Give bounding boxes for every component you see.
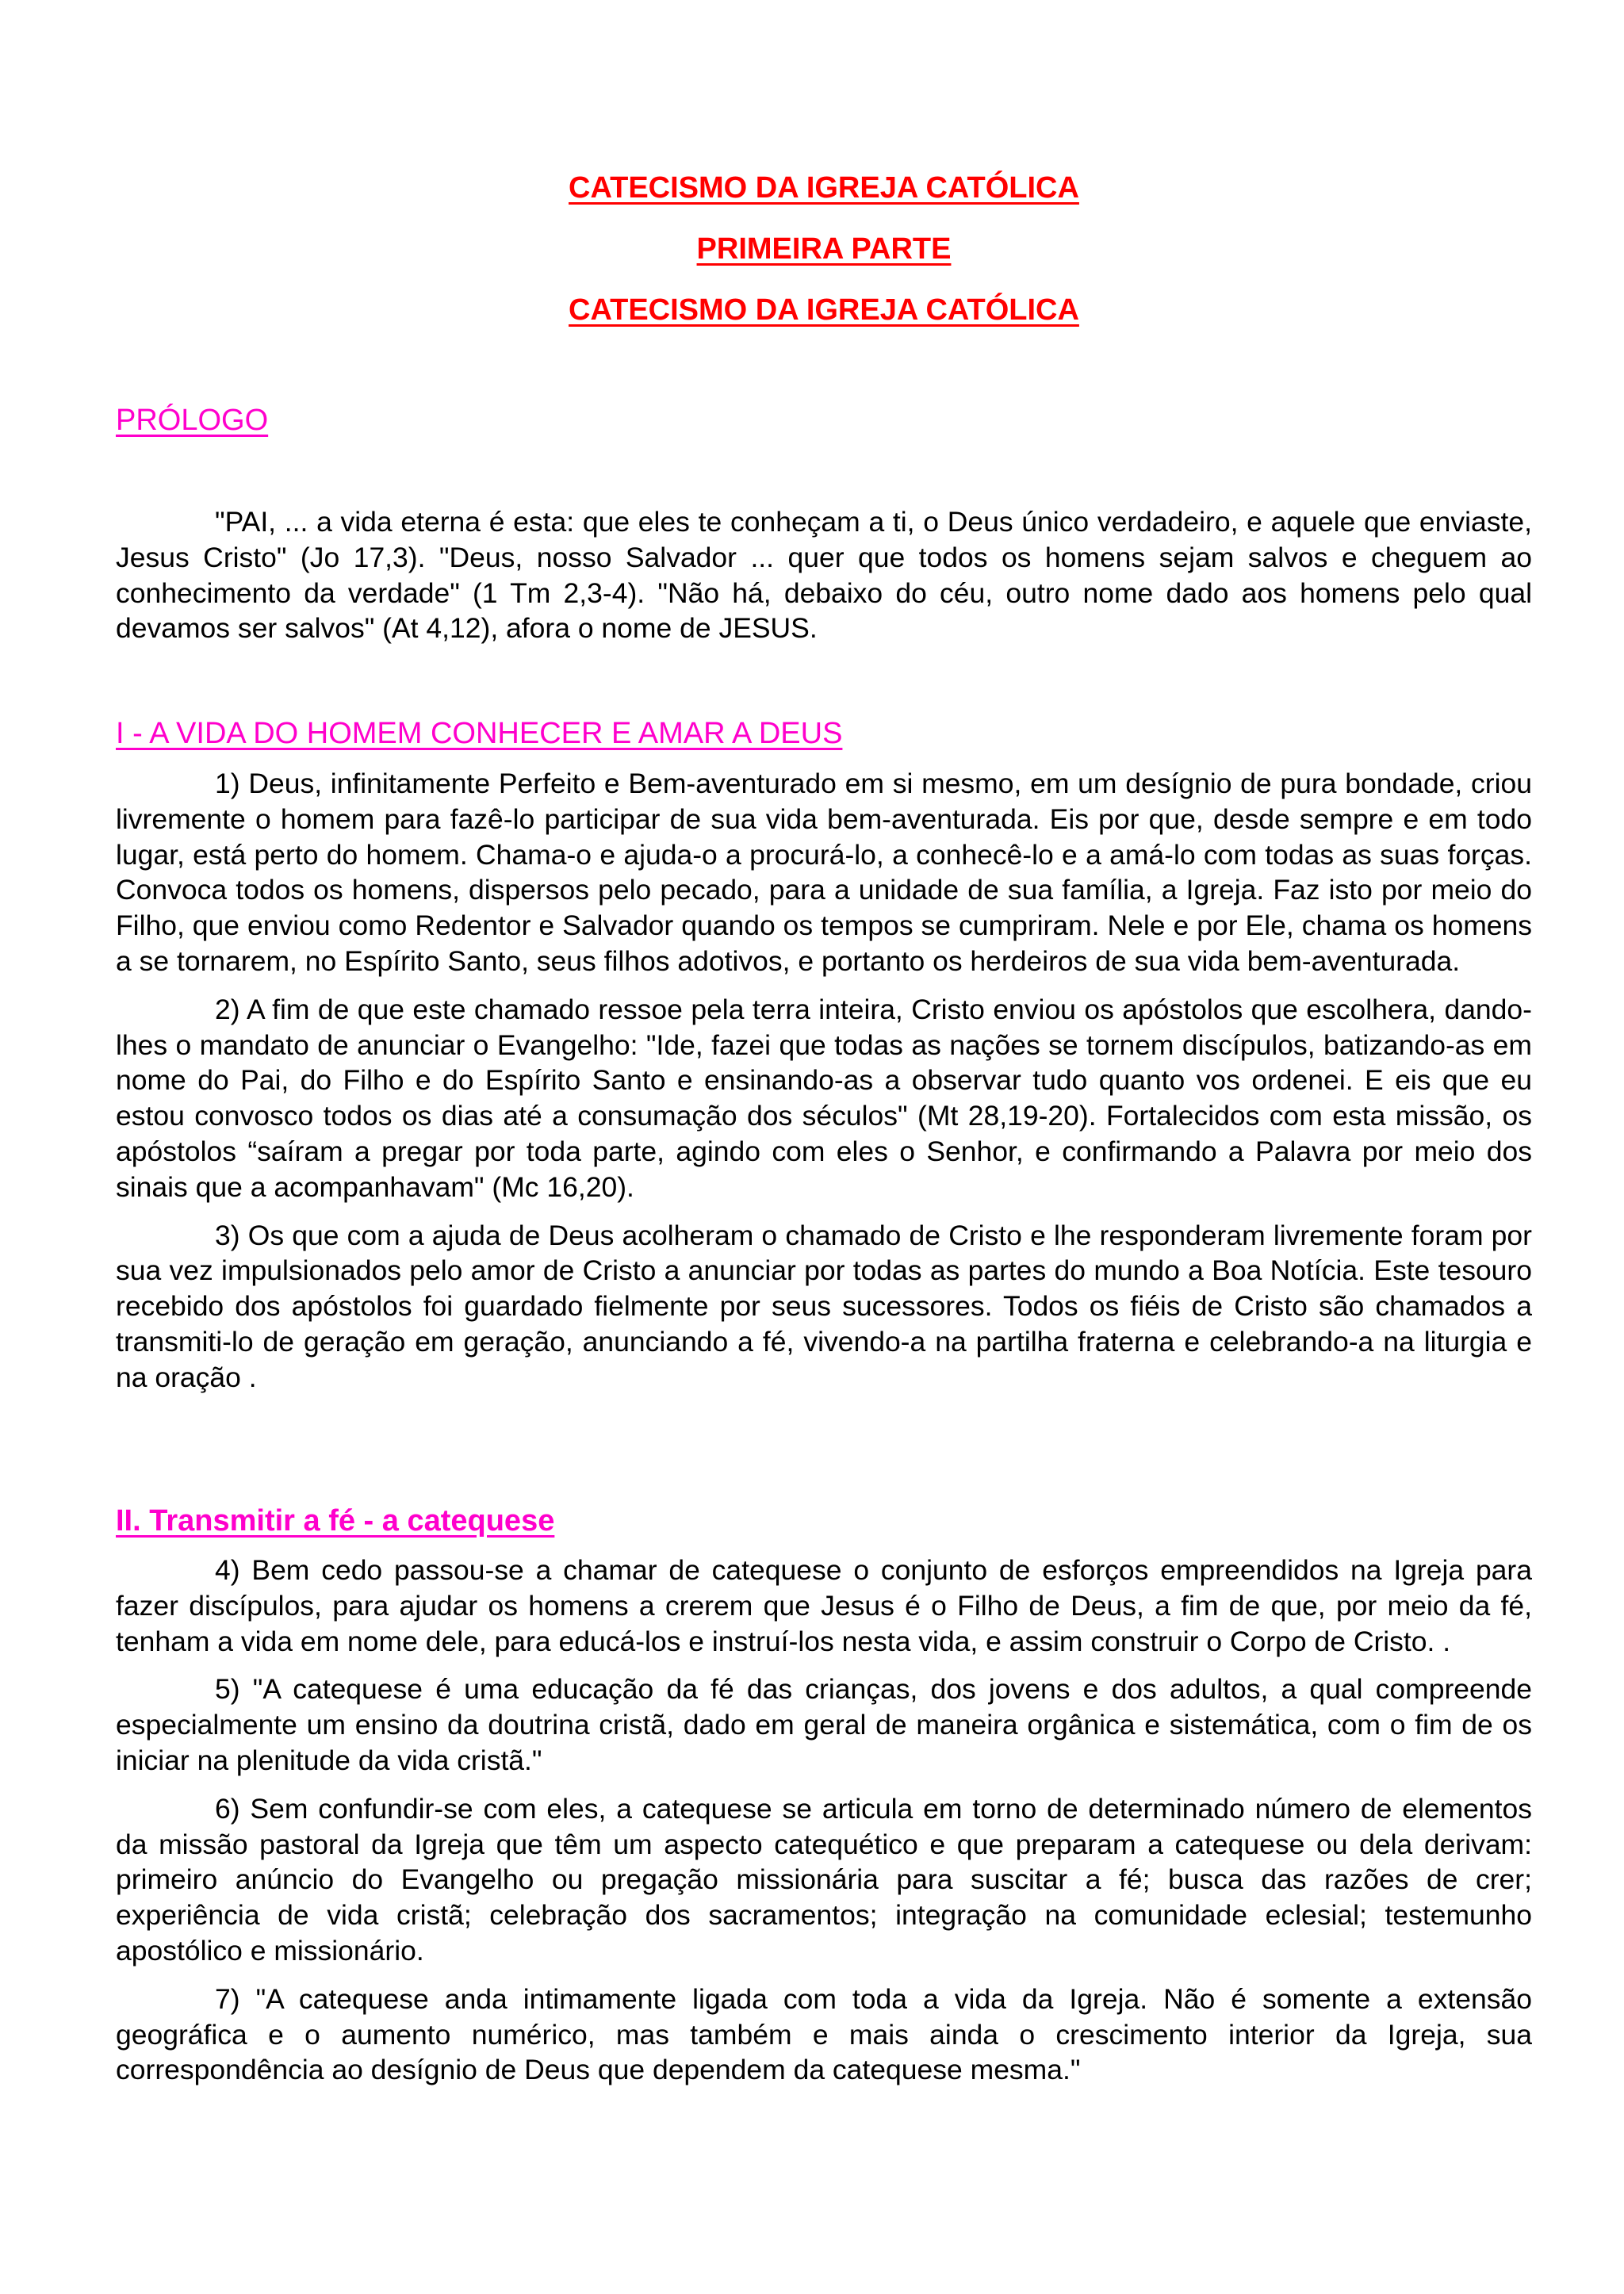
prologue-paragraph: "PAI, ... a vida eterna é esta: que eles te conheçam a ti, o Deus único verdadeiro, e aquele que enviaste, Jesus Cristo" (Jo 17,3). "Deus, nosso Salvador ... quer que todos os homens sejam salvos e cheguem ao conhecimento da verdade" (1 Tm 2,3-4). "Não há, debaixo do céu, outro nome dado aos homens pelo qual devamos ser salvos" (At 4,12), afora o nome de JESUS. (116, 506, 1532, 645)
section-2-text-block (116, 1553, 1532, 2101)
prologue-text-block (116, 504, 1532, 659)
prologue-heading: PRÓLOGO (116, 404, 269, 437)
paragraph-5: 5) "A catequese é uma educação da fé das crianças, dos jovens e dos adultos, a qual compreende especialmente um ensino da doutrina cristã, dado em geral de maneira orgânica e sistemática, com o fim de os iniciar na plenitude da vida cristã." (116, 1673, 1532, 1776)
section-2-heading: II. Transmitir a fé - a catequese (116, 1504, 555, 1538)
paragraph-2: 2) A fim de que este chamado ressoe pela terra inteira, Cristo enviou os apóstolos que escolhera, dando-lhes o mandato de anunciar o Evangelho: "Ide, fazei que todas as nações se tornem discípulos, batizando-as em nome do Pai, do Filho e do Espírito Santo e ensinando-as a observar tudo quanto vos ordenei. E eis que eu estou convosco todos os dias até a consumação dos séculos" (Mt 28,19-20). Fortalecidos com esta missão, os apóstolos “saíram a pregar por toda parte, agindo com eles o Senhor, e confirmando a Palavra por meio dos sinais que a acompanhavam" (Mc 16,20). (116, 993, 1532, 1203)
paragraph-3: 3) Os que com a ajuda de Deus acolheram o chamado de Cristo e lhe responderam livremente foram por sua vez impulsionados pelo amor de Cristo a anunciar por todas as partes do mundo a Boa Notícia. Este tesouro recebido dos apóstolos foi guardado fielmente por seus sucessores. Todos os fiéis de Cristo são chamados a transmiti-lo de geração em geração, anunciando a fé, vivendo-a na partilha fraterna e celebrando-a na liturgia e na oração . (116, 1219, 1532, 1393)
paragraph-6: 6) Sem confundir-se com eles, a catequese se articula em torno de determinado número de elementos da missão pastoral da Igreja que têm um aspecto catequético e que preparam a catequese ou dela derivam: primeiro anúncio do Evangelho ou pregação missionária para suscitar a fé; busca das razões de crer; experiência de vida cristã; celebração dos sacramentos; integração na comunidade eclesial; testemunho apostólico e missionário. (116, 1792, 1532, 1967)
paragraph-7: 7) "A catequese anda intimamente ligada com toda a vida da Igreja. Não é somente a extensão geográfica e o aumento numérico, mas também e mais ainda o crescimento interior da Igreja, sua correspondência ao desígnio de Deus que dependem da catequese mesma." (116, 1982, 1532, 2086)
section-1-heading: I - A VIDA DO HOMEM CONHECER E AMAR A DEUS (116, 717, 843, 750)
paragraph-4: 4) Bem cedo passou-se a chamar de catequese o conjunto de esforços empreendidos na Igreja para fazer discípulos, para ajudar os homens a crerem que Jesus é o Filho de Deus, a fim de que, por meio da fé, tenham a vida em nome dele, para educá-los e instruí-los nesta vida, e assim construir o Corpo de Cristo. . (116, 1554, 1532, 1657)
document-title: CATECISMO DA IGREJA CATÓLICA (569, 171, 1079, 205)
part-title: PRIMEIRA PARTE (696, 232, 952, 266)
paragraph-1: 1) Deus, infinitamente Perfeito e Bem-aventurado em si mesmo, em um desígnio de pura bondade, criou livremente o homem para fazê-lo participar de sua vida bem-aventurada. Eis por que, desde sempre e em todo lugar, está perto do homem. Chama-o e ajuda-o a procurá-lo, a conhecê-lo e a amá-lo com todas as suas forças. Convoca todos os homens, dispersos pelo pecado, para a unidade de sua família, a Igreja. Faz isto por meio do Filho, que enviou como Redentor e Salvador quando os tempos se cumpriram. Nele e por Ele, chama os homens a se tornarem, no Espírito Santo, seus filhos adotivos, e portanto os herdeiros de sua vida bem-aventurada. (116, 768, 1532, 977)
section-1-text-block (116, 766, 1532, 1408)
title-block (116, 173, 1532, 356)
document-subtitle: CATECISMO DA IGREJA CATÓLICA (569, 293, 1079, 327)
